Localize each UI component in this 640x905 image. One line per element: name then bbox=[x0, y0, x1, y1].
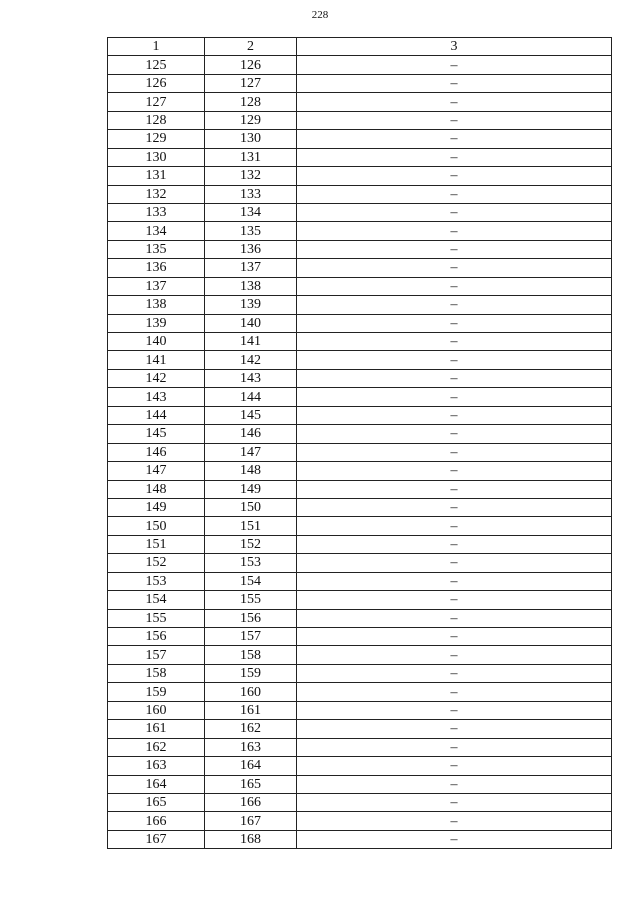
table-cell-col-2: 157 bbox=[205, 628, 297, 646]
table-cell-col-3: – bbox=[297, 111, 612, 129]
table-cell-col-3: – bbox=[297, 333, 612, 351]
table-body bbox=[108, 56, 612, 849]
table-row bbox=[108, 130, 612, 148]
table-row bbox=[108, 333, 612, 351]
table-cell-col-2: 150 bbox=[205, 498, 297, 516]
table-row bbox=[108, 148, 612, 166]
column-header-3: 3 bbox=[297, 38, 612, 56]
table-cell-col-3: – bbox=[297, 535, 612, 553]
table-cell-col-1: 155 bbox=[108, 609, 205, 627]
table-cell-col-2: 152 bbox=[205, 535, 297, 553]
table-cell-col-1: 142 bbox=[108, 369, 205, 387]
table-row bbox=[108, 203, 612, 221]
table-cell-col-2: 137 bbox=[205, 259, 297, 277]
table-cell-col-3: – bbox=[297, 757, 612, 775]
table-cell-col-3: – bbox=[297, 646, 612, 664]
table-cell-col-2: 154 bbox=[205, 572, 297, 590]
table-cell-col-1: 125 bbox=[108, 56, 205, 74]
table-row bbox=[108, 259, 612, 277]
table-row bbox=[108, 296, 612, 314]
table-cell-col-1: 165 bbox=[108, 793, 205, 811]
table-cell-col-3: – bbox=[297, 572, 612, 590]
table-cell-col-1: 149 bbox=[108, 498, 205, 516]
table-cell-col-3: – bbox=[297, 240, 612, 258]
table-row bbox=[108, 74, 612, 92]
table-cell-col-3: – bbox=[297, 148, 612, 166]
table-cell-col-1: 163 bbox=[108, 757, 205, 775]
column-header-2: 2 bbox=[205, 38, 297, 56]
table-row bbox=[108, 351, 612, 369]
table-cell-col-1: 162 bbox=[108, 738, 205, 756]
table-header-row bbox=[108, 38, 612, 56]
table-cell-col-3: – bbox=[297, 812, 612, 830]
table-cell-col-3: – bbox=[297, 480, 612, 498]
table-cell-col-3: – bbox=[297, 683, 612, 701]
table-cell-col-2: 168 bbox=[205, 830, 297, 848]
table-cell-col-1: 134 bbox=[108, 222, 205, 240]
table-cell-col-1: 153 bbox=[108, 572, 205, 590]
table-cell-col-3: – bbox=[297, 517, 612, 535]
table-row bbox=[108, 222, 612, 240]
table-cell-col-1: 144 bbox=[108, 406, 205, 424]
table-row bbox=[108, 462, 612, 480]
table-cell-col-3: – bbox=[297, 609, 612, 627]
table-cell-col-2: 166 bbox=[205, 793, 297, 811]
table-cell-col-1: 166 bbox=[108, 812, 205, 830]
table-cell-col-3: – bbox=[297, 830, 612, 848]
table-cell-col-2: 156 bbox=[205, 609, 297, 627]
table-cell-col-1: 128 bbox=[108, 111, 205, 129]
table-row bbox=[108, 369, 612, 387]
table-cell-col-2: 160 bbox=[205, 683, 297, 701]
table-cell-col-1: 140 bbox=[108, 333, 205, 351]
table-cell-col-2: 162 bbox=[205, 720, 297, 738]
table-cell-col-3: – bbox=[297, 664, 612, 682]
table-cell-col-1: 150 bbox=[108, 517, 205, 535]
table-cell-col-1: 131 bbox=[108, 167, 205, 185]
table-cell-col-3: – bbox=[297, 443, 612, 461]
table-cell-col-1: 159 bbox=[108, 683, 205, 701]
table-cell-col-1: 161 bbox=[108, 720, 205, 738]
table-cell-col-1: 157 bbox=[108, 646, 205, 664]
table-cell-col-2: 161 bbox=[205, 701, 297, 719]
table-cell-col-3: – bbox=[297, 296, 612, 314]
table-row bbox=[108, 664, 612, 682]
table-cell-col-3: – bbox=[297, 425, 612, 443]
table-cell-col-2: 133 bbox=[205, 185, 297, 203]
table-cell-col-3: – bbox=[297, 167, 612, 185]
table-row bbox=[108, 185, 612, 203]
table-cell-col-2: 144 bbox=[205, 388, 297, 406]
table-row bbox=[108, 240, 612, 258]
table-cell-col-1: 133 bbox=[108, 203, 205, 221]
table-cell-col-2: 155 bbox=[205, 591, 297, 609]
table-cell-col-1: 160 bbox=[108, 701, 205, 719]
table-cell-col-1: 127 bbox=[108, 93, 205, 111]
table-cell-col-3: – bbox=[297, 314, 612, 332]
table-cell-col-3: – bbox=[297, 701, 612, 719]
table-cell-col-1: 136 bbox=[108, 259, 205, 277]
table-cell-col-2: 146 bbox=[205, 425, 297, 443]
table-row bbox=[108, 628, 612, 646]
table-row bbox=[108, 425, 612, 443]
table-cell-col-3: – bbox=[297, 185, 612, 203]
table-cell-col-3: – bbox=[297, 130, 612, 148]
table-cell-col-3: – bbox=[297, 793, 612, 811]
table-cell-col-2: 167 bbox=[205, 812, 297, 830]
table-cell-col-1: 156 bbox=[108, 628, 205, 646]
table-row bbox=[108, 443, 612, 461]
table-row bbox=[108, 167, 612, 185]
table-cell-col-1: 129 bbox=[108, 130, 205, 148]
table-cell-col-2: 140 bbox=[205, 314, 297, 332]
table-row bbox=[108, 646, 612, 664]
table-row bbox=[108, 56, 612, 74]
column-header-1: 1 bbox=[108, 38, 205, 56]
table-cell-col-2: 142 bbox=[205, 351, 297, 369]
table-cell-col-2: 158 bbox=[205, 646, 297, 664]
table-cell-col-3: – bbox=[297, 369, 612, 387]
table-row bbox=[108, 535, 612, 553]
table-cell-col-3: – bbox=[297, 591, 612, 609]
table-cell-col-1: 141 bbox=[108, 351, 205, 369]
table-row bbox=[108, 93, 612, 111]
table-cell-col-3: – bbox=[297, 498, 612, 516]
table-cell-col-1: 130 bbox=[108, 148, 205, 166]
table-cell-col-2: 132 bbox=[205, 167, 297, 185]
table-row bbox=[108, 812, 612, 830]
table-cell-col-3: – bbox=[297, 74, 612, 92]
table-row bbox=[108, 830, 612, 848]
table-cell-col-2: 126 bbox=[205, 56, 297, 74]
table-cell-col-3: – bbox=[297, 56, 612, 74]
table-cell-col-3: – bbox=[297, 277, 612, 295]
table-row bbox=[108, 701, 612, 719]
table-cell-col-1: 154 bbox=[108, 591, 205, 609]
table-row bbox=[108, 111, 612, 129]
table-row bbox=[108, 775, 612, 793]
table-cell-col-2: 128 bbox=[205, 93, 297, 111]
table-row bbox=[108, 480, 612, 498]
table-cell-col-1: 143 bbox=[108, 388, 205, 406]
table-row bbox=[108, 793, 612, 811]
table-cell-col-3: – bbox=[297, 93, 612, 111]
table-cell-col-3: – bbox=[297, 259, 612, 277]
table-cell-col-2: 153 bbox=[205, 554, 297, 572]
table-row bbox=[108, 314, 612, 332]
table-cell-col-2: 138 bbox=[205, 277, 297, 295]
table-cell-col-3: – bbox=[297, 351, 612, 369]
table-cell-col-1: 146 bbox=[108, 443, 205, 461]
table-cell-col-2: 159 bbox=[205, 664, 297, 682]
table-cell-col-1: 145 bbox=[108, 425, 205, 443]
table-row bbox=[108, 572, 612, 590]
table-cell-col-3: – bbox=[297, 628, 612, 646]
table-cell-col-2: 143 bbox=[205, 369, 297, 387]
table-row bbox=[108, 609, 612, 627]
table-cell-col-1: 147 bbox=[108, 462, 205, 480]
table-cell-col-3: – bbox=[297, 462, 612, 480]
table-cell-col-1: 148 bbox=[108, 480, 205, 498]
table-cell-col-2: 134 bbox=[205, 203, 297, 221]
table-row bbox=[108, 683, 612, 701]
table-cell-col-1: 132 bbox=[108, 185, 205, 203]
table-cell-col-1: 151 bbox=[108, 535, 205, 553]
table-cell-col-3: – bbox=[297, 720, 612, 738]
table-cell-col-1: 138 bbox=[108, 296, 205, 314]
table-cell-col-3: – bbox=[297, 775, 612, 793]
table-cell-col-3: – bbox=[297, 406, 612, 424]
table-cell-col-2: 141 bbox=[205, 333, 297, 351]
page-number: 228 bbox=[311, 9, 329, 21]
table-cell-col-3: – bbox=[297, 554, 612, 572]
table-row bbox=[108, 388, 612, 406]
table-cell-col-3: – bbox=[297, 388, 612, 406]
table-cell-col-1: 164 bbox=[108, 775, 205, 793]
table-row bbox=[108, 406, 612, 424]
table-header bbox=[108, 38, 612, 56]
data-table bbox=[107, 37, 612, 849]
table-cell-col-2: 149 bbox=[205, 480, 297, 498]
table-cell-col-2: 131 bbox=[205, 148, 297, 166]
table-cell-col-2: 136 bbox=[205, 240, 297, 258]
table-cell-col-2: 127 bbox=[205, 74, 297, 92]
table-cell-col-2: 165 bbox=[205, 775, 297, 793]
table-cell-col-3: – bbox=[297, 738, 612, 756]
table-cell-col-1: 167 bbox=[108, 830, 205, 848]
table-cell-col-2: 129 bbox=[205, 111, 297, 129]
table-row bbox=[108, 277, 612, 295]
table-cell-col-1: 158 bbox=[108, 664, 205, 682]
table-row bbox=[108, 757, 612, 775]
table-row bbox=[108, 591, 612, 609]
table-row bbox=[108, 498, 612, 516]
table-cell-col-1: 126 bbox=[108, 74, 205, 92]
table-cell-col-2: 139 bbox=[205, 296, 297, 314]
table-cell-col-2: 163 bbox=[205, 738, 297, 756]
table-cell-col-1: 137 bbox=[108, 277, 205, 295]
table-cell-col-2: 130 bbox=[205, 130, 297, 148]
table-cell-col-3: – bbox=[297, 222, 612, 240]
table-cell-col-2: 145 bbox=[205, 406, 297, 424]
table-row bbox=[108, 554, 612, 572]
table-cell-col-2: 164 bbox=[205, 757, 297, 775]
table-cell-col-1: 135 bbox=[108, 240, 205, 258]
table-cell-col-1: 152 bbox=[108, 554, 205, 572]
table-cell-col-2: 135 bbox=[205, 222, 297, 240]
table-cell-col-1: 139 bbox=[108, 314, 205, 332]
table-row bbox=[108, 720, 612, 738]
table-cell-col-2: 151 bbox=[205, 517, 297, 535]
table-cell-col-3: – bbox=[297, 203, 612, 221]
table-cell-col-2: 148 bbox=[205, 462, 297, 480]
table-cell-col-2: 147 bbox=[205, 443, 297, 461]
table-row bbox=[108, 738, 612, 756]
table-row bbox=[108, 517, 612, 535]
